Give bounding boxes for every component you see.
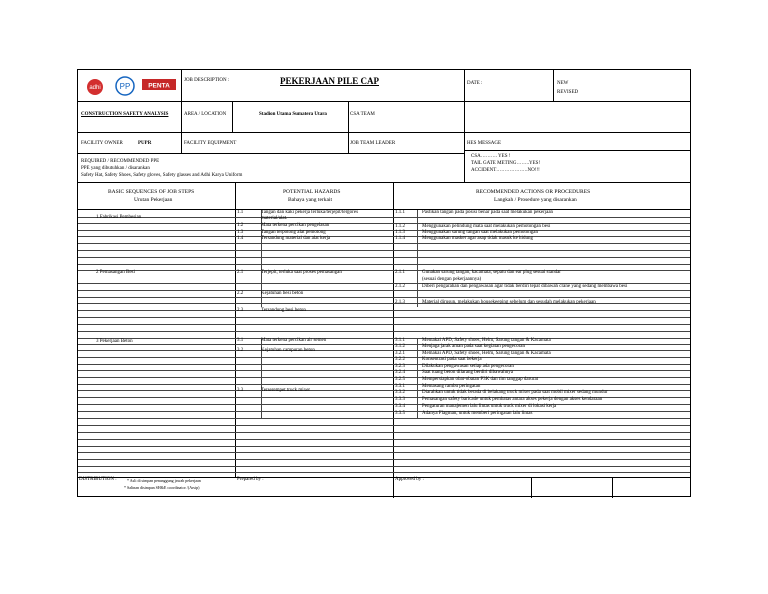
steps-title: BASIC SEQUENCES OF JOB STEPS (108, 189, 195, 195)
hazard-number: 2.1 (237, 270, 244, 275)
grid-line (78, 223, 690, 224)
hazards-sub: Bahaya yang terkait (288, 197, 332, 203)
svg-text:PP: PP (119, 82, 131, 91)
grid-line (78, 472, 690, 473)
action-text: (sesuai dengan pekerjaannya) (422, 277, 482, 282)
grid-line (78, 297, 690, 298)
grid-line (78, 264, 690, 265)
action-number: 3.3.2 (395, 390, 405, 395)
action-text: Memasang rambu peringatan (422, 384, 481, 389)
hazard-number: 2.3 (237, 308, 244, 313)
action-number: 3.1.1 (395, 338, 405, 343)
action-number: 3.2.5 (395, 377, 405, 382)
grid-line (78, 425, 690, 426)
action-number: 3.2.3 (395, 364, 405, 369)
action-number: 3.1.2 (395, 344, 405, 349)
hazard-number: 3.3 (237, 388, 244, 393)
action-number: 3.3.5 (395, 411, 405, 416)
number-column-line (417, 210, 418, 307)
action-text: Memakai APD, Safety shoes, Helm, Sarung tangan & Kacamata (422, 338, 551, 343)
action-text: Menggunakan masker agar asap tidak masuk ke hidung (422, 236, 533, 241)
csa-team-label: CSA TEAM (350, 112, 375, 117)
action-number: 1.1.4 (395, 236, 405, 241)
hazard-text: Tangan terpotong alat pemotong (261, 230, 326, 235)
step-2: 2 Pemasangan Besi (96, 270, 135, 275)
grid-line (78, 250, 690, 251)
action-text: Dilakukan pengawasan setiap ada pengecoran (422, 364, 514, 369)
action-text: Pemasangan safety baricade untuk pembatas antara akses pekerja dengan akses kendaraan (422, 397, 603, 402)
revised-label: REVISED (557, 90, 579, 95)
grid-line (78, 418, 690, 419)
new-label: NEW (557, 81, 569, 86)
action-number: 3.2.4 (395, 370, 405, 375)
action-text: Saat tuang beton dilarang berdiri dibawahnya (422, 370, 513, 375)
hazard-text: Terjepit, terluka saat proses pemasangan (261, 270, 342, 275)
action-number: 3.3.3 (395, 397, 405, 402)
action-number: 1.1.2 (395, 224, 405, 229)
hazard-number: 3.2 (237, 348, 244, 353)
grid-line (78, 236, 690, 237)
number-column-line (417, 338, 418, 418)
action-text: Memakai APD, Safety shoes, Helm, Sarung tangan & Kacamata (422, 351, 551, 356)
grid-line (78, 230, 690, 231)
grid-line (78, 303, 690, 304)
accident-text: ACCIDENT……………….NO!!! (471, 168, 540, 173)
grid-line (78, 452, 690, 453)
grid-line (78, 331, 690, 332)
distribution-1: * Asli di simpan penanggung jawab pekerjaan (127, 478, 201, 483)
hazard-text: Kejatuhan campuran beton (261, 348, 315, 353)
approved-label: Approved by : (395, 477, 424, 482)
grid-line (78, 404, 690, 405)
action-number: 2.1.1 (395, 270, 405, 275)
action-number: 1.1.1 (395, 210, 405, 215)
grid-line (78, 290, 690, 291)
action-text: Material dirusun, melakukan housekeeping sebelum dan sesudah melakukan pekerjaan (422, 300, 596, 305)
step-1: 1 Fabrikasi Pembesian (96, 215, 142, 220)
action-text: Pastikan tangan pada posisi benar pada saat melakukan pekerjaan (422, 210, 554, 215)
grid-line (78, 310, 690, 311)
prepared-label: Prepared by : (237, 477, 264, 482)
leader-label: JOB TEAM LEADER (350, 141, 396, 146)
grid-line (78, 338, 690, 339)
grid-line (78, 243, 690, 244)
owner-value: PUPR (138, 141, 152, 146)
csa-yes: CSA………. YES ! (471, 154, 511, 159)
grid-line (78, 357, 690, 358)
adhi-logo (86, 78, 104, 101)
action-text: Pengaturan manajemen lalu lintas untuk truck mixer di lokasi kerja (422, 404, 557, 409)
action-text: Mempersiapkan obat-obatan P3K dan tim tanggap darurat (422, 377, 539, 382)
grid-line (78, 370, 690, 371)
hes-label: HES MESSAGE (467, 141, 502, 146)
action-text: Menggunakan sarung tangan saat melakukan pemotongan (422, 230, 538, 235)
grid-line (78, 377, 690, 378)
grid-line (78, 364, 690, 365)
grid-line (78, 324, 690, 325)
steps-sub: Urutan Pekerjaan (134, 197, 173, 203)
hazard-text: Tangan dan kaki pekerja terluka/terjepit/tergores (261, 210, 359, 215)
actions-title: RECOMMENDED ACTIONS OR PROCEDURES (476, 189, 591, 195)
action-text: Adanya Flagman, untuk memberi peringatan lalu lintas (422, 411, 533, 416)
action-number: 3.3.1 (395, 384, 405, 389)
grid-line (78, 459, 690, 460)
equipment-label: FACILITY EQUIPMENT (184, 141, 237, 146)
hazard-number: 1.1 (237, 210, 244, 215)
hazard-text: Tersandung besi beton (261, 308, 306, 313)
penta-logo (142, 79, 176, 98)
action-text: Diarahkan untuk tidak berada di belakang truck mixer pada saat mobil mixer sedang mundur (422, 390, 608, 395)
grid-line (78, 446, 690, 447)
action-text: Menggunakan pelindung mata saat melakukan pemotongan besi (422, 224, 551, 229)
hazards-title: POTENTIAL HAZARDS (283, 189, 341, 195)
hazard-text: Mata terkena percikan pengelasan (261, 223, 330, 228)
action-number: 2.1.2 (395, 284, 405, 289)
grid-line (78, 439, 690, 440)
tailgate-text: TAIL GATE METING……..YES! (471, 161, 541, 166)
action-number: 1.1.3 (395, 230, 405, 235)
grid-line (78, 432, 690, 433)
grid-line (78, 317, 690, 318)
action-number: 3.3.4 (395, 404, 405, 409)
ppe-sub: PPE yang dibutuhkan / disarankan (81, 166, 150, 171)
form-title: PEKERJAAN PILE CAP (280, 76, 380, 86)
action-number: 3.2.1 (395, 351, 405, 356)
action-text: Konsentrasi pada saat bekerja (422, 357, 482, 362)
csa-form (77, 69, 691, 497)
hazard-number: 1.4 (237, 236, 244, 241)
job-description-label: JOB DESCRIPTION : (184, 78, 230, 83)
hazard-text: Kejatuhan besi beton (261, 291, 304, 296)
ppe-list: Safety Hat, Safety Shoes, Safety gloves, Safety glasses and Adhi Karya Uniform (81, 173, 243, 178)
grid-line (78, 270, 690, 271)
action-text: Menjaga jarak aman pada saat kegiatan pengecoran (422, 344, 526, 349)
ppe-label: REQUIRED / RECOMMENDED PPE (81, 159, 160, 164)
hazard-number: 2.2 (237, 291, 244, 296)
area-value: Stadion Utama Sumatera Utara (259, 112, 327, 117)
area-label: AREA / LOCATION (184, 112, 227, 117)
grid-line (78, 257, 690, 258)
action-text: Gunakan sarung tangan, kacamata, sepatu dan ear plug sesuai standar (422, 270, 561, 275)
grid-line (78, 384, 690, 385)
hazard-text: Mata terkena percikan air semen (261, 338, 327, 343)
svg-text:adhi: adhi (89, 85, 101, 91)
hazard-text: Tersandung material dan alat kerja (261, 236, 331, 241)
action-number: 3.2.2 (395, 357, 405, 362)
grid-line (78, 344, 690, 345)
grid-line (78, 466, 690, 467)
grid-line (78, 217, 690, 218)
action-number: 2.1.3 (395, 300, 405, 305)
actions-sub: Langkah / Prosedure yang disarankan (494, 197, 577, 203)
grid-line (78, 350, 690, 351)
owner-label: FACILITY OWNER (81, 141, 123, 146)
hazard-text: material/alat. (261, 216, 288, 221)
hazard-text: Terserempet truck mixer (261, 388, 311, 393)
grid-line (78, 411, 690, 412)
svg-text:PENTA: PENTA (148, 82, 170, 90)
csa-label: CONSTRUCTION SAFETY ANALYSIS (81, 112, 169, 117)
step-3: 3 Pekerjaan Beton (96, 339, 133, 344)
action-text: Diberi pengarahan dan pengawasan agar tidak berdiri tepat dibawah crane yang sedang membawa besi (422, 284, 628, 289)
date-label: DATE : (467, 81, 483, 86)
hazard-number: 3.1 (237, 338, 244, 343)
hazard-number: 1.2 (237, 223, 244, 228)
distribution-2: * Salinan disimpan SH&E coordinator /(Arsip) (124, 485, 200, 490)
pp-logo (114, 76, 136, 101)
distribution-label: DISTRIBUTION : (79, 477, 117, 482)
hazard-number: 1.3 (237, 230, 244, 235)
